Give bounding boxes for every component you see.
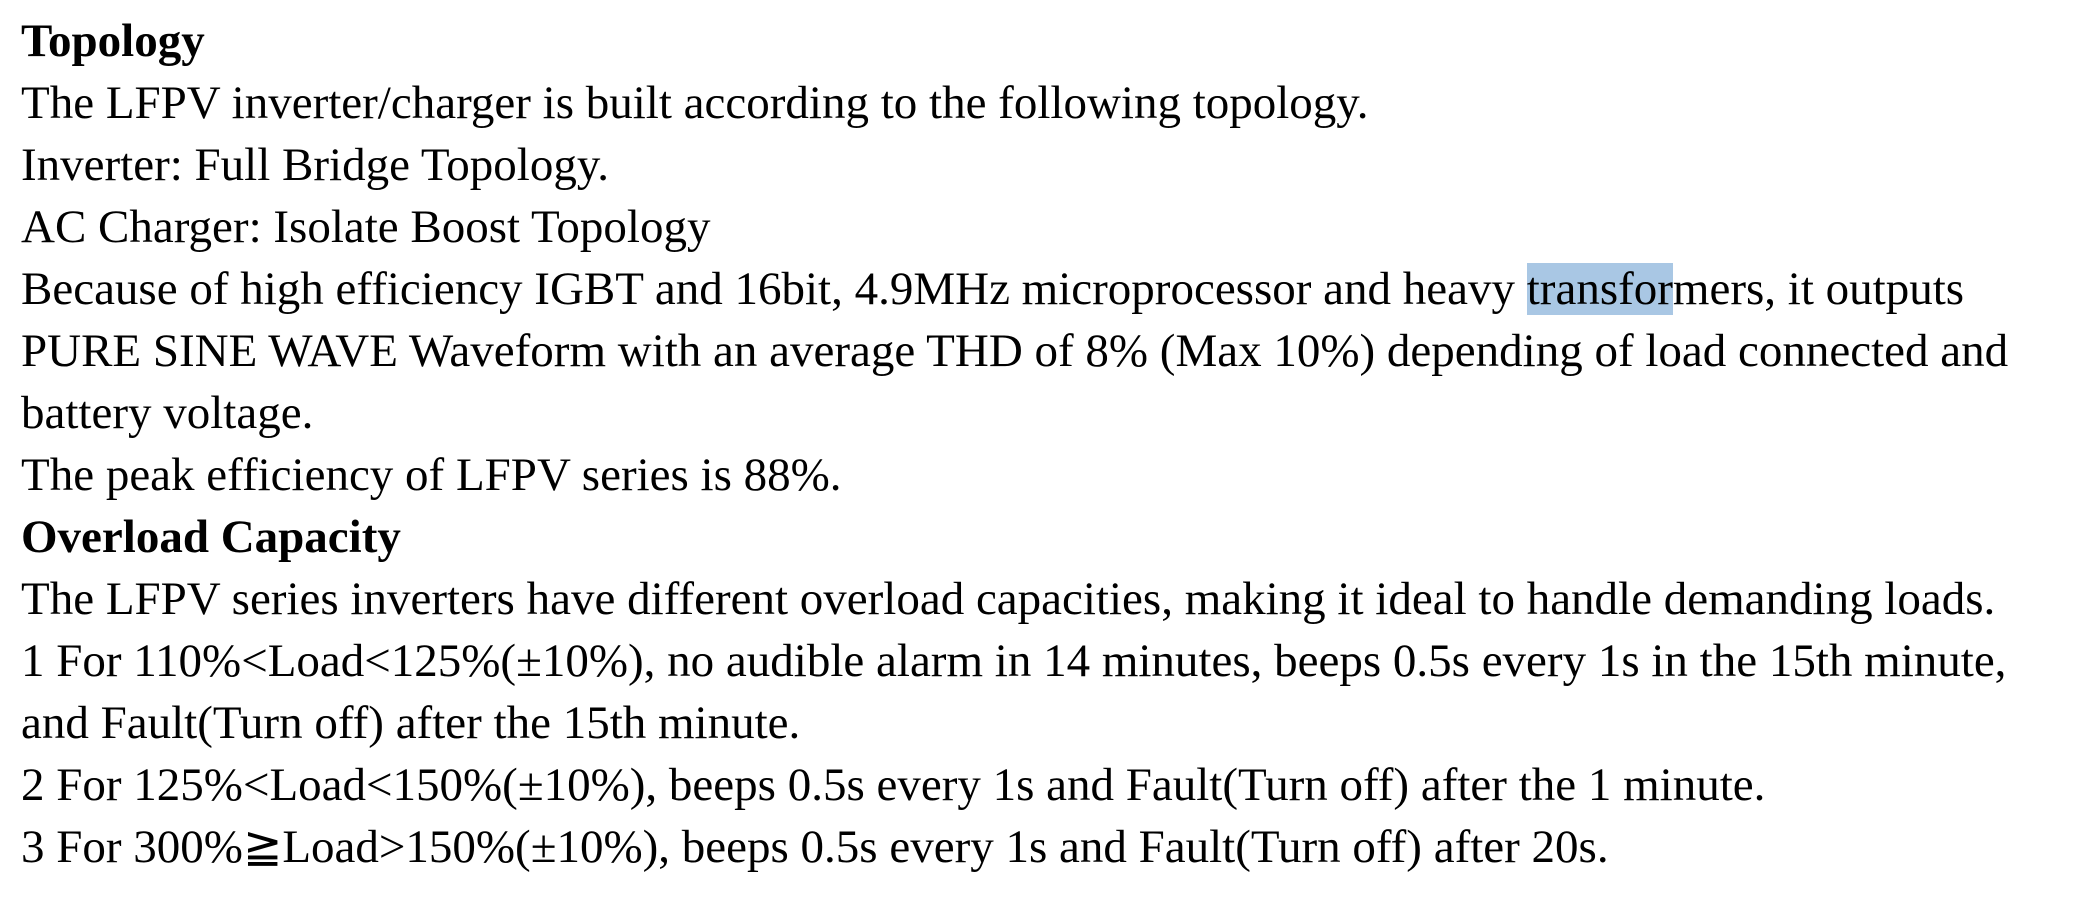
document-body [21,10,2081,878]
overload-heading: Overload Capacity [21,511,401,563]
overload-item-1-line-2: and Fault(Turn off) after the 15th minute. [21,697,801,749]
peak-efficiency-line: The peak efficiency of LFPV series is 88%. [21,449,842,501]
text-before-selection: Because of high efficiency IGBT and 16bit, 4.9MHz microprocessor and heavy [21,263,1527,315]
overload-intro: The LFPV series inverters have different overload capacities, making it ideal to handle demanding loads. [21,573,1996,625]
text-selection-highlight[interactable]: transfor [1526,263,1673,315]
efficiency-paragraph-line-1 [21,258,2081,320]
overload-item-2: 2 For 125%<Load<150%(±10%), beeps 0.5s every 1s and Fault(Turn off) after the 1 minute. [21,759,1766,811]
overload-item-3: 3 For 300%≧Load>150%(±10%), beeps 0.5s every 1s and Fault(Turn off) after 20s. [21,821,1609,873]
inverter-line: Inverter: Full Bridge Topology. [21,139,610,191]
topology-intro: The LFPV inverter/charger is built according to the following topology. [21,77,1369,129]
ac-charger-line: AC Charger: Isolate Boost Topology [21,201,711,253]
topology-heading: Topology [21,15,205,67]
overload-item-1-line-1: 1 For 110%<Load<125%(±10%), no audible alarm in 14 minutes, beeps 0.5s every 1s in the 15th minute, [21,635,2007,687]
efficiency-paragraph-line-3: battery voltage. [21,387,314,439]
efficiency-paragraph-line-2: PURE SINE WAVE Waveform with an average THD of 8% (Max 10%) depending of load connected and [21,325,2009,377]
text-after-selection: mers, it outputs [1672,263,1965,315]
